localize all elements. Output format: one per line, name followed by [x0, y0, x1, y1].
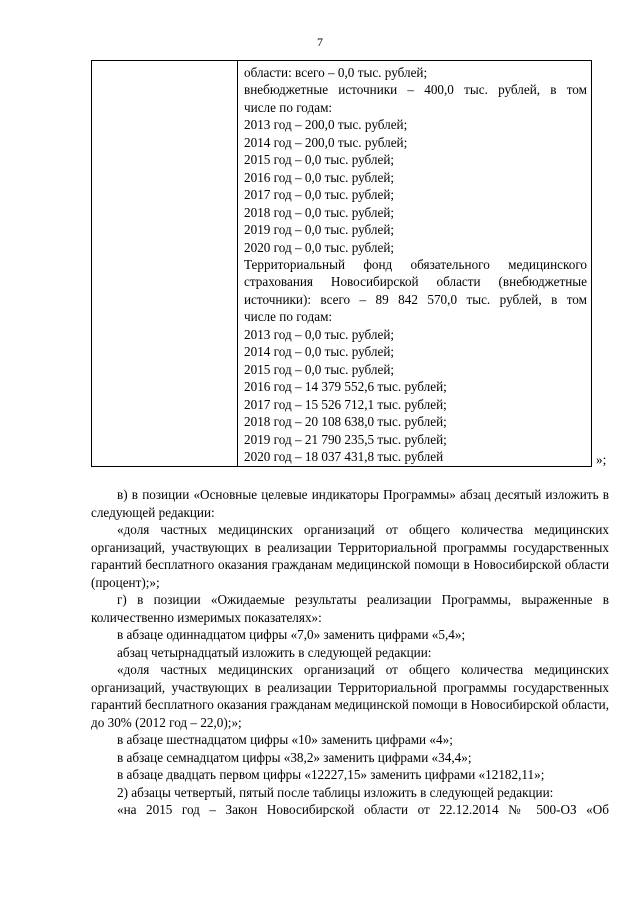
- table-cell-line: страхования Новосибирской области (внебюджетные: [244, 274, 587, 290]
- table-cell-line: числе по годам:: [244, 99, 333, 115]
- table-cell-line: 2019 год – 21 790 235,5 тыс. рублей;: [244, 431, 447, 447]
- body-paragraph: в абзаце шестнадцатом цифры «10» заменить цифрами «4»;: [117, 732, 453, 747]
- table-cell-line: 2014 год – 0,0 тыс. рублей;: [244, 344, 395, 360]
- table-cell-line: 2017 год – 0,0 тыс. рублей;: [244, 187, 395, 203]
- table-cell-line: области: всего – 0,0 тыс. рублей;: [244, 65, 428, 80]
- body-paragraph: 2) абзацы четвертый, пятый после таблицы изложить в следующей редакции:: [117, 784, 554, 800]
- body-paragraph: в абзаце семнадцатом цифры «38,2» заменить цифрами «34,4»;: [117, 749, 472, 765]
- table-right-cell: [244, 64, 587, 465]
- body-paragraph: «на 2015 год – Закон Новосибирской области от 22.12.2014 № 500-ОЗ «Об: [117, 802, 609, 817]
- table-cell-line: 2020 год – 0,0 тыс. рублей;: [244, 239, 395, 255]
- table-cell-line: 2016 год – 0,0 тыс. рублей;: [244, 169, 395, 185]
- table-cell-line: 2014 год – 200,0 тыс. рублей;: [244, 134, 408, 150]
- table-cell-line: 2020 год – 18 037 431,8 тыс. рублей: [244, 448, 444, 464]
- page-number: 7: [317, 35, 323, 49]
- table-cell-line: источники): всего – 89 842 570,0 тыс. рублей, в том: [244, 291, 587, 307]
- program-table: [91, 60, 592, 467]
- table-cell-line: 2017 год – 15 526 712,1 тыс. рублей;: [244, 396, 447, 412]
- table-cell-line: 2015 год – 0,0 тыс. рублей;: [244, 152, 395, 168]
- table-cell-line: Территориальный фонд обязательного медицинского: [244, 256, 587, 272]
- table-cell-line: внебюджетные источники – 400,0 тыс. рублей, в том: [244, 82, 587, 98]
- body-paragraph: абзац четырнадцатый изложить в следующей редакции:: [117, 644, 432, 660]
- table-cell-line: 2019 год – 0,0 тыс. рублей;: [244, 222, 395, 238]
- table-closing-quote: »;: [596, 452, 607, 467]
- table-cell-line: 2015 год – 0,0 тыс. рублей;: [244, 361, 395, 377]
- table-cell-line: 2013 год – 200,0 тыс. рублей;: [244, 117, 408, 133]
- table-cell-line: 2013 год – 0,0 тыс. рублей;: [244, 326, 395, 342]
- table-column-divider: [237, 61, 238, 466]
- body-paragraph: «доля частных медицинских организаций от общего количества медицинских организаций, участвующих в реализации Территориальной программы государственных гарантий бесплатного оказания гражданам медицинской помощи в Новосибирской области, до 30% (2012 год – 22,0);»;: [91, 662, 609, 730]
- body-paragraph: в абзаце двадцать первом цифры «12227,15» заменить цифрами «12182,11»;: [117, 767, 545, 782]
- table-cell-line: 2016 год – 14 379 552,6 тыс. рублей;: [244, 379, 447, 395]
- table-cell-line: 2018 год – 20 108 638,0 тыс. рублей;: [244, 414, 447, 430]
- document-body: [91, 486, 609, 819]
- body-paragraph: «доля частных медицинских организаций от общего количества медицинских организаций, участвующих в реализации Территориальной программы государственных гарантий бесплатного оказания гражданам медицинской помощи в Новосибирской области (процент);»;: [91, 522, 609, 590]
- table-cell-line: числе по годам:: [244, 309, 333, 325]
- body-paragraph: в) в позиции «Основные целевые индикаторы Программы» абзац десятый изложить в следующей редакции:: [91, 487, 609, 520]
- body-paragraph: в абзаце одиннадцатом цифры «7,0» заменить цифрами «5,4»;: [117, 627, 466, 642]
- table-cell-line: 2018 год – 0,0 тыс. рублей;: [244, 204, 395, 220]
- body-paragraph: г) в позиции «Ожидаемые результаты реализации Программы, выраженные в количественно измеримых показателях»:: [91, 592, 609, 625]
